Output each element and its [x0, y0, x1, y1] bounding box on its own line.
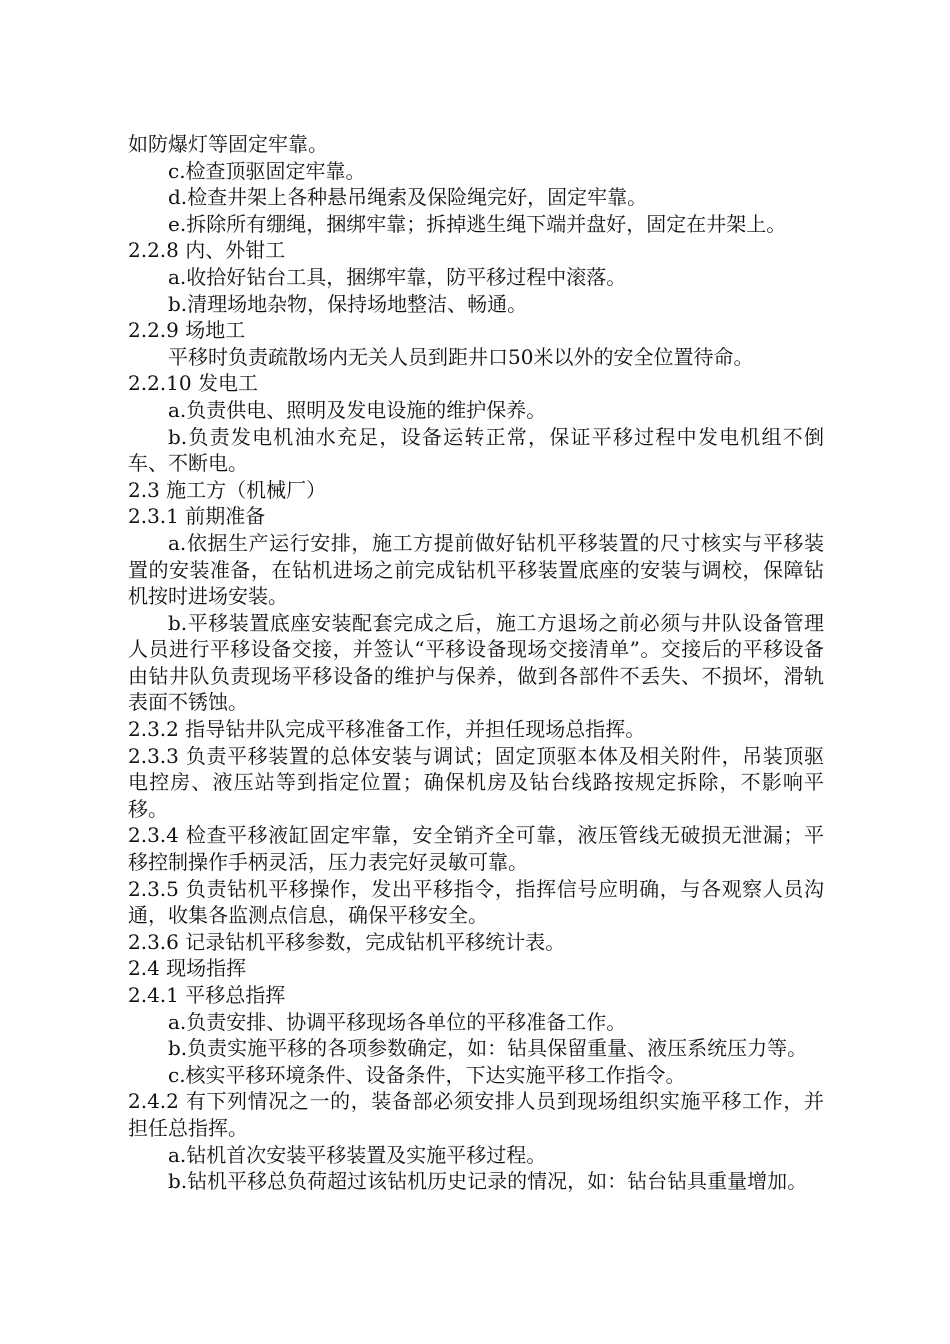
list-item: a.依据生产运行安排，施工方提前做好钻机平移装置的尺寸核实与平移装置的安装准备，在钻机进场之前完成钻机平移装置底座的安装与调校，保障钻机按时进场安装。 — [128, 530, 824, 609]
section-heading: 2.3.5 负责钻机平移操作，发出平移指令，指挥信号应明确，与各观察人员沟通，收集各监测点信息，确保平移安全。 — [128, 876, 824, 928]
section-heading: 2.2.10 发电工 — [128, 371, 258, 396]
body-text: 如防爆灯等固定牢靠。 — [128, 132, 328, 156]
list-item: a.钻机首次安装平移装置及实施平移过程。 — [168, 1142, 547, 1167]
list-item: 平移时负责疏散场内无关人员到距井口50米以外的安全位置待命。 — [168, 344, 754, 369]
section-heading: 2.4 现场指挥 — [128, 956, 247, 981]
section-heading: 2.3 施工方（机械厂） — [128, 477, 327, 502]
list-item: b.钻机平移总负荷超过该钻机历史记录的情况，如：钻台钻具重量增加。 — [168, 1169, 808, 1194]
list-item: e.拆除所有绷绳，捆绑牢靠；拆掉逃生绳下端并盘好，固定在井架上。 — [168, 211, 787, 236]
list-item: b.负责实施平移的各项参数确定，如：钻具保留重量、液压系统压力等。 — [168, 1036, 808, 1061]
list-item: a.负责供电、照明及发电设施的维护保养。 — [168, 397, 547, 422]
list-item: b.负责发电机油水充足，设备运转正常，保证平移过程中发电机组不倒车、不断电。 — [128, 424, 824, 476]
section-heading: 2.2.9 场地工 — [128, 318, 246, 343]
section-heading: 2.3.1 前期准备 — [128, 504, 266, 529]
section-heading: 2.3.4 检查平移液缸固定牢靠，安全销齐全可靠，液压管线无破损无泄漏；平移控制操作手柄灵活，压力表完好灵敏可靠。 — [128, 823, 824, 875]
section-heading: 2.4.2 有下列情况之一的，装备部必须安排人员到现场组织实施平移工作，并担任总指挥。 — [128, 1089, 824, 1140]
section-heading: 2.3.2 指导钻井队完成平移准备工作，并担任现场总指挥。 — [128, 717, 646, 742]
section-heading: 2.3.6 记录钻机平移参数，完成钻机平移统计表。 — [128, 929, 566, 954]
list-item: d.检查井架上各种悬吊绳索及保险绳完好，固定牢靠。 — [168, 185, 648, 210]
section-heading: 2.2.8 内、外钳工 — [128, 238, 286, 263]
section-heading: 2.3.3 负责平移装置的总体安装与调试；固定顶驱本体及相关附件，吊装顶驱电控房、液压站等到指定位置；确保机房及钻台线路按规定拆除，不影响平移。 — [128, 743, 824, 821]
document-page — [128, 131, 824, 1195]
list-item: c.检查顶驱固定牢靠。 — [168, 158, 366, 183]
list-item: a.负责安排、协调平移现场各单位的平移准备工作。 — [168, 1009, 627, 1034]
list-item: b.清理场地杂物，保持场地整洁、畅通。 — [168, 291, 528, 316]
list-item: c.核实平移环境条件、设备条件，下达实施平移工作指令。 — [168, 1062, 686, 1087]
section-heading: 2.4.1 平移总指挥 — [128, 983, 286, 1007]
list-item: a.收拾好钻台工具，捆绑牢靠，防平移过程中滚落。 — [168, 264, 627, 289]
list-item: b.平移装置底座安装配套完成之后，施工方退场之前必须与井队设备管理人员进行平移设备交接，并签认“平移设备现场交接清单”。交接后的平移设备由钻井队负责现场平移设备的维护与保养，做到各部件不丢失、不损坏，滑轨表面不锈蚀。 — [128, 610, 824, 715]
